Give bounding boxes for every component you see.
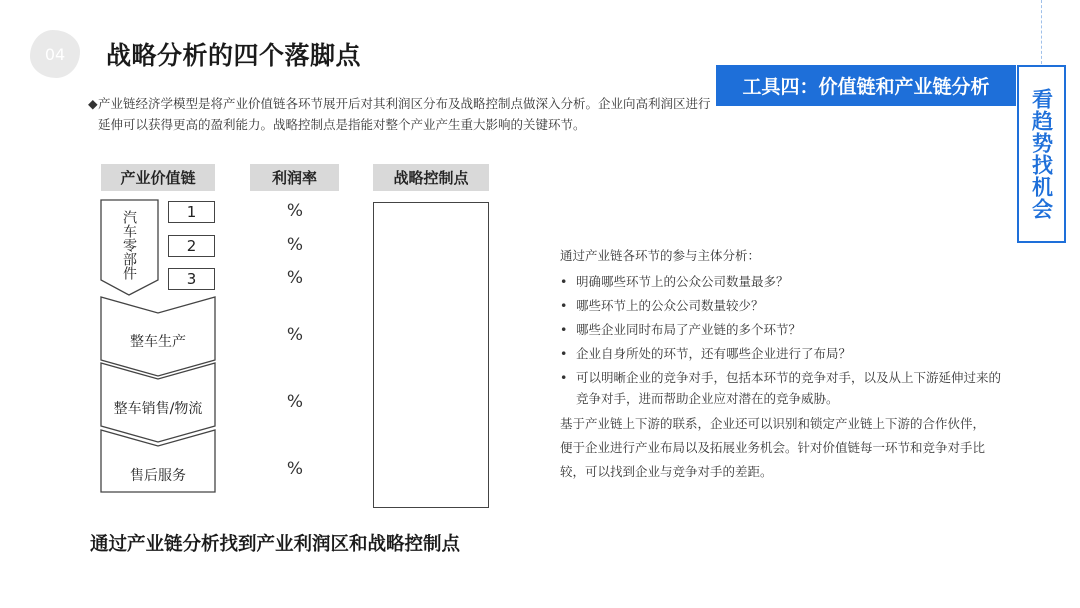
part-box-1: 1 xyxy=(168,201,215,223)
stage-label-service: 售后服务 xyxy=(130,468,186,484)
list-item xyxy=(560,367,1006,409)
intro-text: 产业链经济学模型是将产业价值链各环节展开后对其利润区分布及战略控制点做深入分析。企业向高利润区进行延伸可以获得更高的盈利能力。战略控制点是指能对整个产业产生重大影响的关键环节。 xyxy=(98,96,711,132)
stage-label-production: 整车生产 xyxy=(130,334,186,350)
part-box-3: 3 xyxy=(168,268,215,290)
list-item-text: 可以明晰企业的竞争对手，包括本环节的竞争对手，以及从上下游延伸过来的竞争对手，进而帮助企业应对潜在的竞争威胁。 xyxy=(576,370,1002,406)
list-item xyxy=(560,319,1000,340)
page-title: 战略分析的四个落脚点 xyxy=(106,41,362,70)
header-profit-rate: 利润率 xyxy=(250,164,339,191)
list-item-text: 企业自身所处的环节，还有哪些企业进行了布局？ xyxy=(576,346,852,361)
diamond-bullet-icon: ◆ xyxy=(88,96,98,111)
list-item-text: 哪些企业同时布局了产业链的多个环节？ xyxy=(576,322,802,337)
conclusion-text: 通过产业链分析找到产业利润区和战略控制点 xyxy=(90,534,461,555)
profit-percent: % xyxy=(286,268,304,288)
analysis-list xyxy=(560,271,1000,409)
control-point-box xyxy=(373,202,489,508)
profit-percent: % xyxy=(286,392,304,412)
list-item xyxy=(560,295,1000,316)
bullet-dot-icon: • xyxy=(560,346,568,361)
list-item xyxy=(560,343,1000,364)
profit-percent: % xyxy=(286,459,304,479)
analysis-section xyxy=(560,245,1000,484)
analysis-paragraph: 基于产业链上下游的联系，企业还可以识别和锁定产业链上下游的合作伙伴，便于企业进行产业布局以及拓展业务机会。针对价值链每一环节和竞争对手比较，可以找到企业与竞争对手的差距。 xyxy=(560,416,986,479)
tool-banner: 工具四：价值链和产业链分析 xyxy=(716,65,1016,106)
parts-label: 汽车零部件 xyxy=(121,210,137,280)
slide-number-badge xyxy=(30,30,80,78)
list-item-text: 哪些环节上的公众公司数量较少？ xyxy=(576,298,764,313)
bullet-dot-icon: • xyxy=(560,370,568,385)
intro-paragraph xyxy=(88,93,716,135)
analysis-intro: 通过产业链各环节的参与主体分析： xyxy=(560,248,761,263)
list-item xyxy=(560,271,1000,292)
bullet-dot-icon: • xyxy=(560,274,568,289)
header-control-point: 战略控制点 xyxy=(373,164,489,191)
side-tag xyxy=(1017,65,1066,243)
list-item-text: 明确哪些环节上的公众公司数量最多？ xyxy=(576,274,789,289)
profit-percent: % xyxy=(286,235,304,255)
bullet-dot-icon: • xyxy=(560,322,568,337)
side-tag-text: 看趋势找机会 xyxy=(1029,88,1054,220)
profit-percent: % xyxy=(286,201,304,221)
header-value-chain: 产业价值链 xyxy=(101,164,215,191)
stage-label-sales: 整车销售/物流 xyxy=(113,401,203,417)
bullet-dot-icon: • xyxy=(560,298,568,313)
part-box-2: 2 xyxy=(168,235,215,257)
decorative-dashed-line xyxy=(1041,0,1042,64)
profit-percent: % xyxy=(286,325,304,345)
slide-number: 04 xyxy=(44,44,66,64)
